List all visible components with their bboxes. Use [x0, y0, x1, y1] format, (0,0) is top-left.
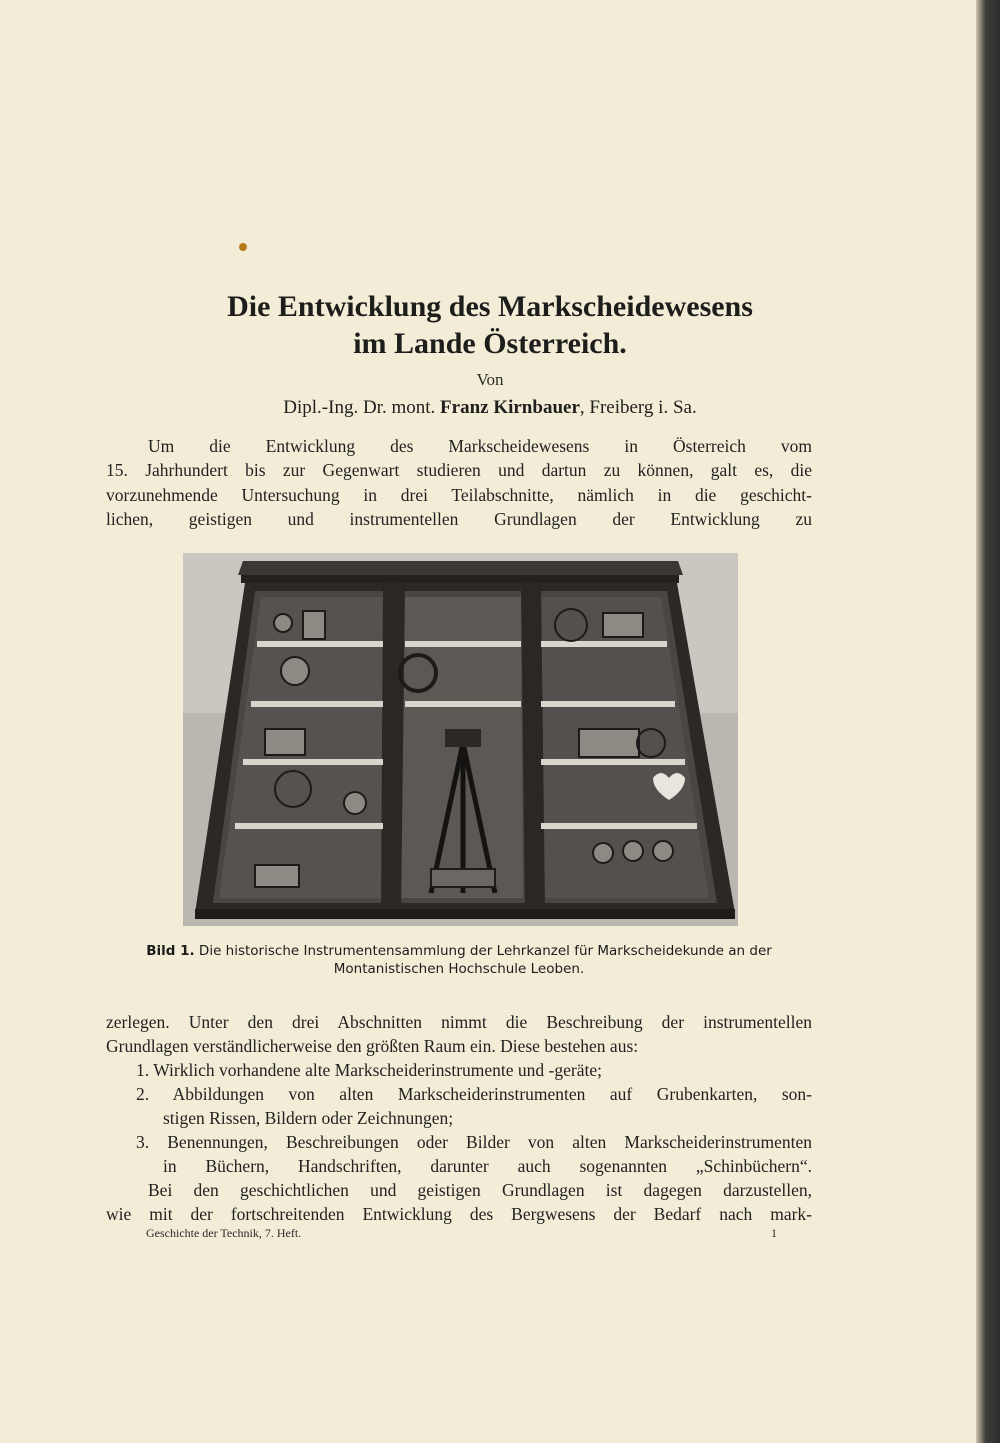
instrument-cabinet-photo — [183, 553, 738, 926]
list-text: Abbildungen von alten Markscheiderinstrumenten auf Grubenkarten, son- — [172, 1084, 812, 1104]
page-edge-shadow — [976, 0, 1000, 1443]
list-item-2-cont: stigen Rissen, Bildern oder Zeichnungen; — [163, 1108, 454, 1128]
intro-line-4: lichen, geistigen und instrumentellen Grundlagen der Entwicklung zu — [106, 509, 812, 529]
list-number: 1. — [136, 1060, 150, 1080]
list-text: Benennungen, Beschreibungen oder Bilder von alten Markscheiderinstrumenten — [167, 1132, 813, 1152]
continuation-line-1: zerlegen. Unter den drei Abschnitten nimmt die Beschreibung der instrumentellen — [106, 1012, 812, 1032]
continuation-line-2: Grundlagen verständlicherweise den größten Raum ein. Diese bestehen aus: — [106, 1036, 639, 1056]
list-item-1 — [136, 1062, 812, 1080]
list-text: Wirklich vorhandene alte Markscheiderinstrumente und -geräte; — [153, 1060, 602, 1080]
closing-line-1: Bei den geschichtlichen und geistigen Grundlagen ist dagegen darzustellen, — [148, 1180, 812, 1200]
author-line — [100, 397, 880, 419]
intro-line-3: vorzunehmende Untersuchung in drei Teilabschnitte, nämlich in die geschicht- — [106, 485, 812, 505]
author-place: , Freiberg i. Sa. — [579, 397, 697, 418]
figure-caption-line-1 — [106, 943, 812, 959]
list-number: 3. — [136, 1132, 150, 1152]
figure-label: Bild 1. — [146, 943, 195, 959]
author-name: Franz Kirnbauer — [440, 397, 580, 418]
article-title-line-2: im Lande Österreich. — [353, 327, 627, 360]
figure-caption-line-2: Montanistischen Hochschule Leoben. — [333, 961, 585, 977]
figure-caption-text: Die historische Instrumentensammlung der Lehrkanzel für Markscheidekunde an der — [198, 943, 772, 959]
byline-von: Von — [476, 370, 504, 389]
closing-line-2: wie mit der fortschreitenden Entwicklung des Bergwesens der Bedarf nach mark- — [106, 1204, 812, 1224]
list-number: 2. — [136, 1084, 150, 1104]
page-number: 1 — [771, 1226, 777, 1240]
intro-line-1: Um die Entwicklung des Markscheidewesens in Österreich vom — [148, 436, 812, 456]
author-prefix: Dipl.-Ing. Dr. mont. — [283, 397, 436, 418]
ink-dot — [239, 243, 247, 251]
list-item-3-cont: in Büchern, Handschriften, darunter auch sogenannten „Schinbüchern“. — [163, 1156, 812, 1176]
list-item-2 — [136, 1086, 812, 1104]
figure-photo — [183, 553, 738, 926]
article-title-line-1: Die Entwicklung des Markscheidewesens — [227, 290, 753, 323]
intro-line-2: 15. Jahrhundert bis zur Gegenwart studieren und dartun zu können, galt es, die — [106, 460, 812, 480]
list-item-3 — [136, 1134, 812, 1152]
footer-source: Geschichte der Technik, 7. Heft. — [146, 1226, 302, 1240]
